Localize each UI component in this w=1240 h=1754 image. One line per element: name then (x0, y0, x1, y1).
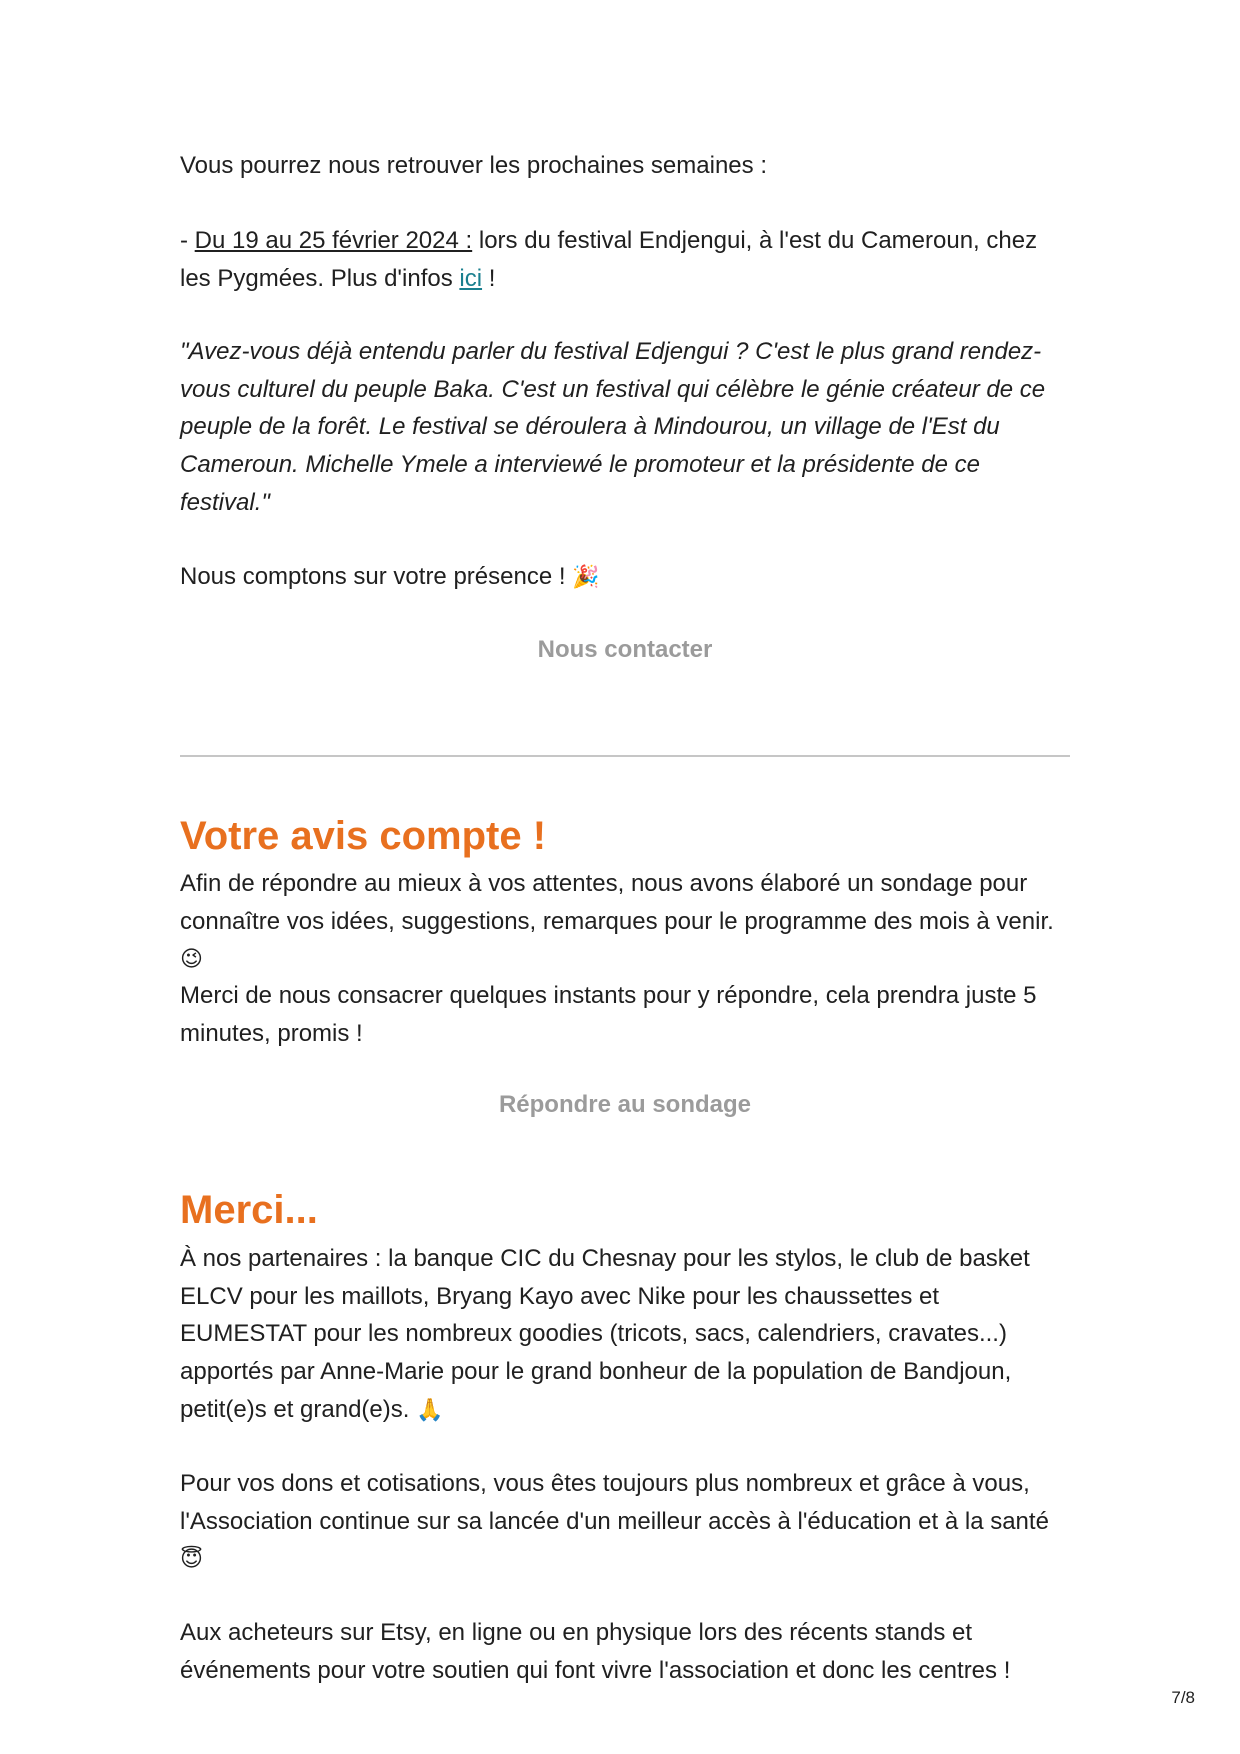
survey-button[interactable]: Répondre au sondage (498, 1091, 752, 1118)
thanks-paragraph-3: Aux acheteurs sur Etsy, en ligne ou en physique lors des récents stands et événements pour votre soutien qui font vivre l'association et donc les centres ! (180, 1619, 1011, 1684)
more-info-link[interactable]: ici (459, 264, 483, 292)
event-text: lors du festival Endjengui, à l'est du Cameroun, chez les Pygmées. Plus d'infos (180, 227, 1038, 292)
closing-text (180, 558, 1070, 597)
event-date-link[interactable]: Du 19 au 25 février 2024 : (194, 227, 473, 254)
thanks-text-1: À nos partenaires : la banque CIC du Chesnay pour les stylos, le club de basket ELCV pour les maillots, Bryang Kayo avec Nike pour les chaussettes et EUMESTAT pour les nombreux goodies (tricots, sacs, calendriers, cravates...) apportés par Anne-Marie pour le grand bonheur de la population de Bandjoun, petit(e)s et grand(e)s. (180, 1245, 1030, 1423)
smiling-halo-icon: 😇 (180, 1547, 203, 1573)
survey-text-1: Afin de répondre au mieux à vos attentes, nous avons élaboré un sondage pour connaître vos idées, suggestions, remarques pour le programme des mois à venir. (180, 870, 1054, 935)
section-divider (180, 755, 1070, 757)
survey-title: Votre avis compte ! (180, 814, 547, 858)
thanks-paragraph-1 (180, 1240, 1070, 1430)
praying-hands-icon: 🙏 (416, 1397, 444, 1423)
event-end: ! (482, 264, 496, 292)
party-popper-icon: 🎉 (572, 565, 600, 590)
event-paragraph (180, 222, 1070, 297)
bullet-prefix: - (180, 227, 195, 254)
closing-label: Nous comptons sur votre présence ! (180, 563, 573, 590)
thanks-title: Merci... (180, 1188, 318, 1232)
intro-text: Vous pourrez nous retrouver les prochaines semaines : (180, 152, 767, 179)
winking-face-icon: 😉 (180, 947, 203, 973)
survey-paragraph-1 (180, 865, 1070, 979)
thanks-text-2: Pour vos dons et cotisations, vous êtes toujours plus nombreux et grâce à vous, l'Association continue sur sa lancée d'un meilleur accès à l'éducation et à la santé (180, 1470, 1049, 1535)
contact-button[interactable]: Nous contacter (537, 636, 713, 663)
survey-paragraph-2: Merci de nous consacrer quelques instants pour y répondre, cela prendra juste 5 minutes, promis ! (180, 982, 1037, 1047)
thanks-paragraph-2 (180, 1465, 1070, 1579)
page-number: 7/8 (1171, 1688, 1195, 1707)
festival-quote: "Avez-vous déjà entendu parler du festival Edjengui ? C'est le plus grand rendez-vous culturel du peuple Baka. C'est un festival qui célèbre le génie créateur de ce peuple de la forêt. Le festival se déroulera à Mindourou, un village de l'Est du Cameroun. Michelle Ymele a interviewé le promoteur et la présidente de ce festival." (180, 338, 1046, 516)
